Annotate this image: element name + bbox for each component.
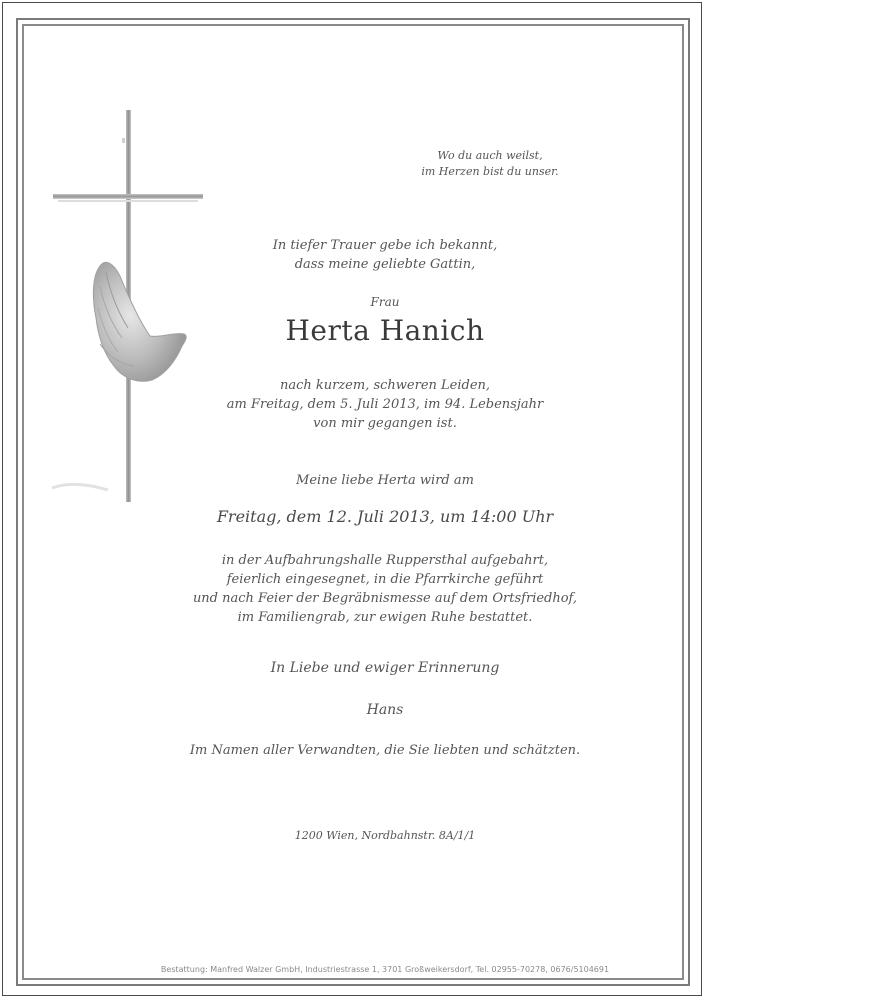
death-line-2: am Freitag, dem 5. Juli 2013, im 94. Lebensjahr xyxy=(226,397,544,412)
ceremony-line-1: in der Aufbahrungshalle Ruppersthal aufgebahrt, xyxy=(221,553,549,568)
ceremony-line-2: feierlich eingesegnet, in die Pfarrkirche geführt xyxy=(226,572,544,587)
motto-quote xyxy=(400,148,580,180)
mourner-address: 1200 Wien, Nordbahnstr. 8A/1/1 xyxy=(294,829,476,842)
ceremony-details xyxy=(110,551,660,627)
funeral-date: Freitag, dem 12. Juli 2013, um 14:00 Uhr xyxy=(216,507,554,526)
remembrance-line: In Liebe und ewiger Erinnerung xyxy=(270,660,500,676)
ceremony-line-4: im Familiengrab, zur ewigen Ruhe bestattet. xyxy=(237,610,533,625)
intro-line-1: In tiefer Trauer gebe ich bekannt, xyxy=(272,238,498,253)
funeral-announcement: Meine liebe Herta wird am xyxy=(296,473,474,488)
motto-line-1: Wo du auch weilst, xyxy=(437,149,543,162)
deceased-name: Herta Hanich xyxy=(285,314,485,347)
honorific-title: Frau xyxy=(370,295,400,309)
death-line-3: von mir gegangen ist. xyxy=(313,416,457,431)
intro-line-2: dass meine geliebte Gattin, xyxy=(294,257,476,272)
death-line-1: nach kurzem, schweren Leiden, xyxy=(279,378,491,393)
motto-line-2: im Herzen bist du unser. xyxy=(421,165,559,178)
signatory-name: Hans xyxy=(366,702,404,718)
cross-with-praying-hands-icon xyxy=(48,108,208,508)
intro-text xyxy=(150,236,620,274)
relatives-line: Im Namen aller Verwandten, die Sie liebten und schätzten. xyxy=(189,743,581,758)
ceremony-line-3: und nach Feier der Begräbnismesse auf dem Ortsfriedhof, xyxy=(192,591,578,606)
funeral-home-footer: Bestattung: Manfred Walzer GmbH, Industriestrasse 1, 3701 Großweikersdorf, Tel. 02955-70278, 0676/5104691 xyxy=(160,965,610,974)
death-notice xyxy=(150,376,620,433)
